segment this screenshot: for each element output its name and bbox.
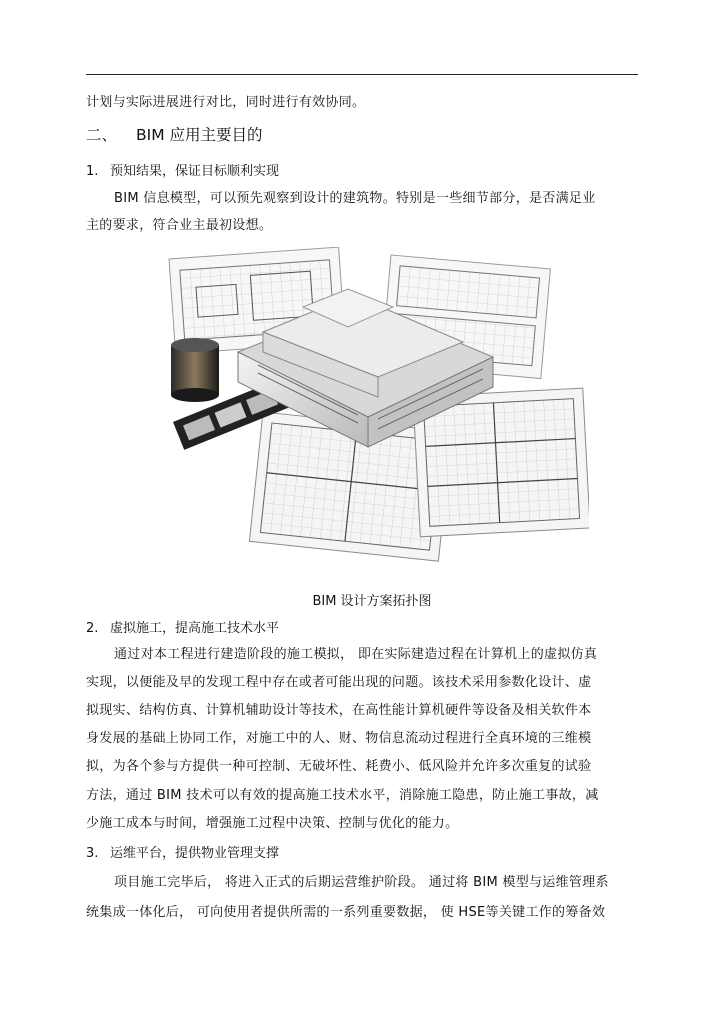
subsection-3-number: 3.	[86, 846, 99, 861]
subsection-2-line-3: 拟现实、结构仿真、计算机辅助设计等技术，在高性能计算机硬件等设备及相关软件本	[86, 703, 592, 718]
paragraph-intro: 计划与实际进展进行对比，同时进行有效协同。	[86, 95, 366, 110]
subsection-2-line-7: 少施工成本与时间，增强施工过程中决策、控制与优化的能力。	[86, 816, 459, 831]
film-canister-icon	[171, 338, 219, 402]
subsection-2-number: 2.	[86, 621, 99, 636]
figure-caption	[0, 590, 724, 609]
section-number: 二、	[86, 126, 118, 144]
subsection-2-line-5: 拟，为各个参与方提供一种可控制、无破坏性、耗费小、低风险并允许多次重复的试验	[86, 759, 592, 774]
subsection-2-line-1: 通过对本工程进行建造阶段的施工模拟， 即在实际建造过程在计算机上的虚拟仿真	[114, 647, 598, 662]
subsection-3-line-1: 项目施工完毕后， 将进入正式的后期运营维护阶段。 通过将 BIM 模型与运维管理系	[114, 875, 609, 890]
subsection-1-line-1: BIM 信息模型，可以预先观察到设计的建筑物。特别是一些细节部分，是否满足业	[114, 191, 596, 206]
subsection-2-heading	[86, 621, 279, 637]
subsection-1-title: 预知结果，保证目标顺利实现	[110, 164, 280, 179]
subsection-1-number: 1.	[86, 164, 99, 179]
subsection-3-line-2: 统集成一体化后， 可向使用者提供所需的一系列重要数据， 使 HSE等关键工作的筹备效	[86, 905, 606, 920]
section-title: BIM 应用主要目的	[136, 126, 263, 144]
section-heading	[86, 126, 386, 146]
subsection-2-title: 虚拟施工，提高施工技术水平	[110, 621, 280, 636]
subsection-2-line-4: 身发展的基础上协同工作，对施工中的人、财、物信息流动过程进行全真环境的三维模	[86, 731, 592, 746]
bim-illustration	[163, 247, 589, 570]
subsection-1-line-2: 主的要求，符合业主最初设想。	[86, 218, 273, 233]
header-rule	[86, 74, 638, 75]
subsection-3-heading	[86, 846, 279, 862]
bim-design-figure	[163, 247, 589, 570]
subsection-3-title: 运维平台，提供物业管理支撑	[110, 846, 280, 861]
subsection-1-heading	[86, 164, 279, 180]
subsection-2-line-6: 方法，通过 BIM 技术可以有效的提高施工技术水平，消除施工隐患，防止施工事故，减	[86, 788, 599, 803]
figure-caption-text: BIM 设计方案拓扑图	[312, 594, 432, 609]
subsection-2-line-2: 实现，以便能及早的发现工程中存在或者可能出现的问题。该技术采用参数化设计、虚	[86, 675, 592, 690]
